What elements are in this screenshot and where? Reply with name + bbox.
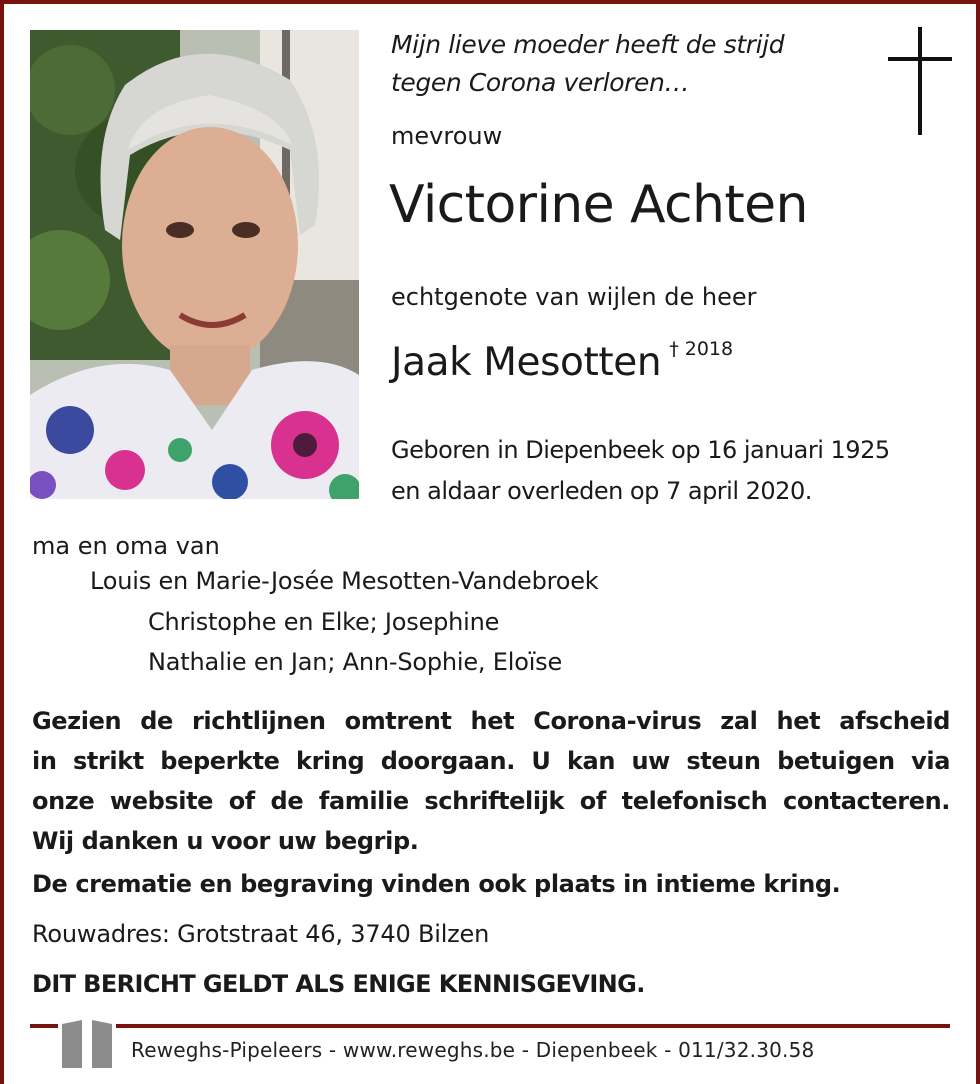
corona-notice [32,701,950,861]
birth-death-info [391,430,890,512]
family-member: Christophe en Elke; Josephine [148,608,500,636]
funeral-home-logo-icon [58,1016,116,1068]
death-line: en aldaar overleden op 7 april 2020. [391,477,812,505]
cremation-notice: De crematie en begraving vinden ook plaats in intieme kring. [32,870,841,898]
closing-statement: DIT BERICHT GELDT ALS ENIGE KENNISGEVING. [32,970,645,998]
intro-line: Mijn lieve moeder heeft de strijd [391,30,785,59]
footer-rule [30,1024,950,1028]
spouse-name: Jaak Mesotten [391,340,662,385]
title-prefix: mevrouw [391,122,503,150]
intro-line: tegen Corona verloren… [391,68,690,97]
family-heading: ma en oma van [32,532,220,560]
family-member: Louis en Marie-Josée Mesotten-Vandebroek [90,567,599,595]
spouse-label: echtgenote van wijlen de heer [391,283,757,311]
notice-line: Gezien de richtlijnen omtrent het Corona-virus zal het afscheid [32,707,950,735]
mourning-address: Rouwadres: Grotstraat 46, 3740 Bilzen [32,920,490,948]
intro-verse [391,26,784,102]
spouse-death-year: † 2018 [669,338,734,360]
notice-line: in strikt beperkte kring doorgaan. U kan uw steun betuigen via [32,747,950,775]
notice-line: Wij danken u voor uw begrip. [32,827,419,855]
notice-line: onze website of de familie schriftelijk of telefonisch contacteren. [32,787,950,815]
cross-icon [888,27,952,135]
birth-line: Geboren in Diepenbeek op 16 januari 1925 [391,436,890,464]
family-member: Nathalie en Jan; Ann-Sophie, Eloïse [148,648,563,676]
deceased-name: Victorine Achten [389,175,808,235]
funeral-home-footer: Reweghs-Pipeleers - www.reweghs.be - Diepenbeek - 011/32.30.58 [131,1038,815,1062]
portrait-photo [30,30,359,499]
spouse-name-line [391,338,733,385]
